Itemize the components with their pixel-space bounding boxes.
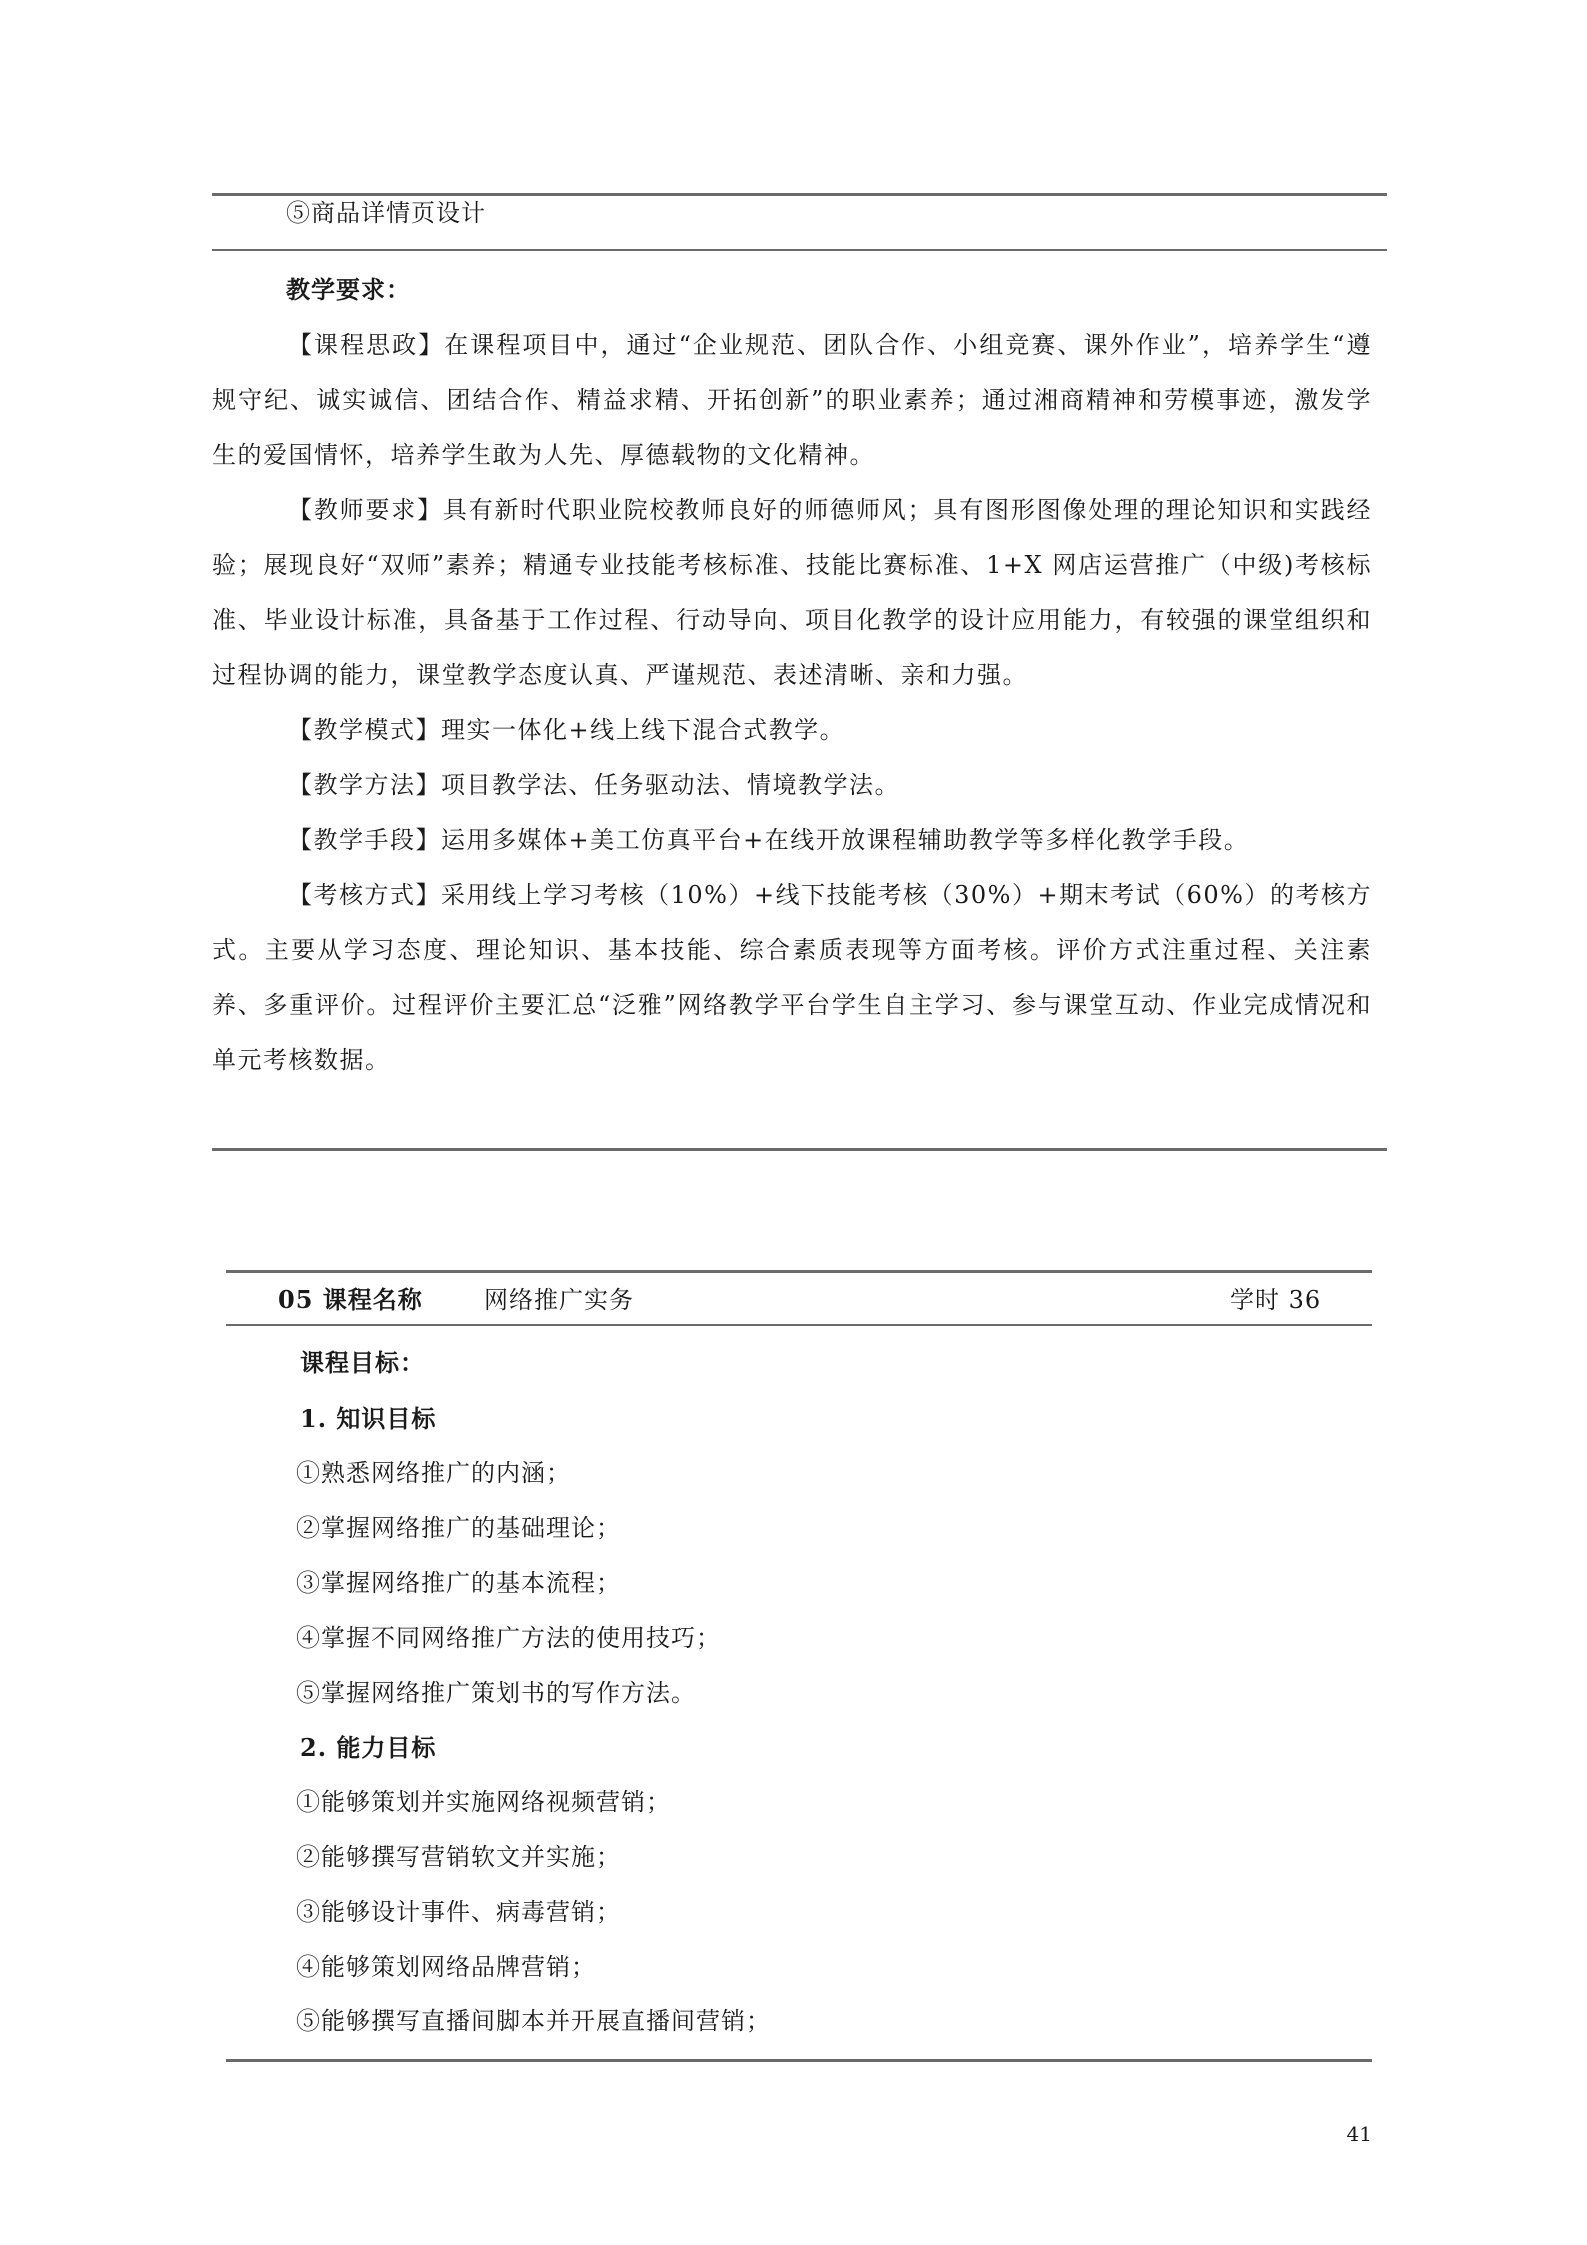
requirements-heading: 教学要求： <box>286 275 411 304</box>
ability-item: ③能够设计事件、病毒营销； <box>296 1898 621 1926</box>
knowledge-item: ⑤掌握网络推广策划书的写作方法。 <box>296 1679 696 1707</box>
paragraph-teaching-mode: 【教学模式】理实一体化+线上线下混合式教学。 <box>288 716 846 744</box>
requirements-paragraphs <box>212 318 1372 1088</box>
knowledge-item: ②掌握网络推广的基础理论； <box>296 1514 621 1542</box>
table2-header-rule <box>226 1324 1372 1326</box>
paragraph-ideology: 【课程思政】在课程项目中，通过“企业规范、团队合作、小组竞赛、课外作业”，培养学生“遵规守纪、诚实诚信、团结合作、精益求精、开拓创新”的职业素养；通过湘商精神和劳模事迹，激发学生的爱国情怀，培养学生敢为人先、厚德载物的文化精神。 <box>212 331 1372 469</box>
paragraph-teacher-requirements: 【教师要求】具有新时代职业院校教师良好的师德师风；具有图形图像处理的理论知识和实践经验；展现良好“双师”素养；精通专业技能考核标准、技能比赛标准、1+X 网店运营推广（中级)考核标准、毕业设计标准，具备基于工作过程、行动导向、项目化教学的设计应用能力，有较强的课堂组织和过程协调的能力，课堂教学态度认真、严谨规范、表述清晰、亲和力强。 <box>212 496 1372 689</box>
ability-item: ①能够策划并实施网络视频营销； <box>296 1788 671 1816</box>
table1-top-item: ⑤商品详情页设计 <box>286 199 486 227</box>
knowledge-item: ①熟悉网络推广的内涵； <box>296 1459 571 1487</box>
knowledge-heading: 1. 知识目标 <box>300 1404 437 1433</box>
ability-heading: 2. 能力目标 <box>300 1733 437 1762</box>
paragraph-teaching-means: 【教学手段】运用多媒体+美工仿真平台+在线开放课程辅助教学等多样化教学手段。 <box>288 826 1250 854</box>
table1-header-rule <box>212 249 1387 251</box>
table1-bottom-rule <box>212 1148 1387 1151</box>
knowledge-item: ③掌握网络推广的基本流程； <box>296 1569 621 1597</box>
table2-bottom-rule <box>226 2059 1372 2062</box>
paragraph-teaching-methods: 【教学方法】项目教学法、任务驱动法、情境教学法。 <box>288 771 900 799</box>
ability-item: ④能够策划网络品牌营销； <box>296 1953 596 1981</box>
ability-item: ②能够撰写营销软文并实施； <box>296 1843 621 1871</box>
course-hours: 学时 36 <box>1230 1286 1322 1314</box>
ability-item: ⑤能够撰写直播间脚本并开展直播间营销； <box>296 2007 771 2035</box>
course-number-label: 05 课程名称 <box>278 1285 423 1314</box>
objectives-heading: 课程目标： <box>300 1348 425 1377</box>
table2-top-rule <box>226 1270 1372 1273</box>
knowledge-item: ④掌握不同网络推广方法的使用技巧； <box>296 1624 721 1652</box>
course-name: 网络推广实务 <box>484 1286 634 1314</box>
paragraph-assessment: 【考核方式】采用线上学习考核（10%）+线下技能考核（30%）+期末考试（60%）的考核方式。主要从学习态度、理论知识、基本技能、综合素质表现等方面考核。评价方式注重过程、关注素养、多重评价。过程评价主要汇总“泛雅”网络教学平台学生自主学习、参与课堂互动、作业完成情况和单元考核数据。 <box>212 881 1372 1074</box>
page-number: 41 <box>1346 2122 1372 2146</box>
